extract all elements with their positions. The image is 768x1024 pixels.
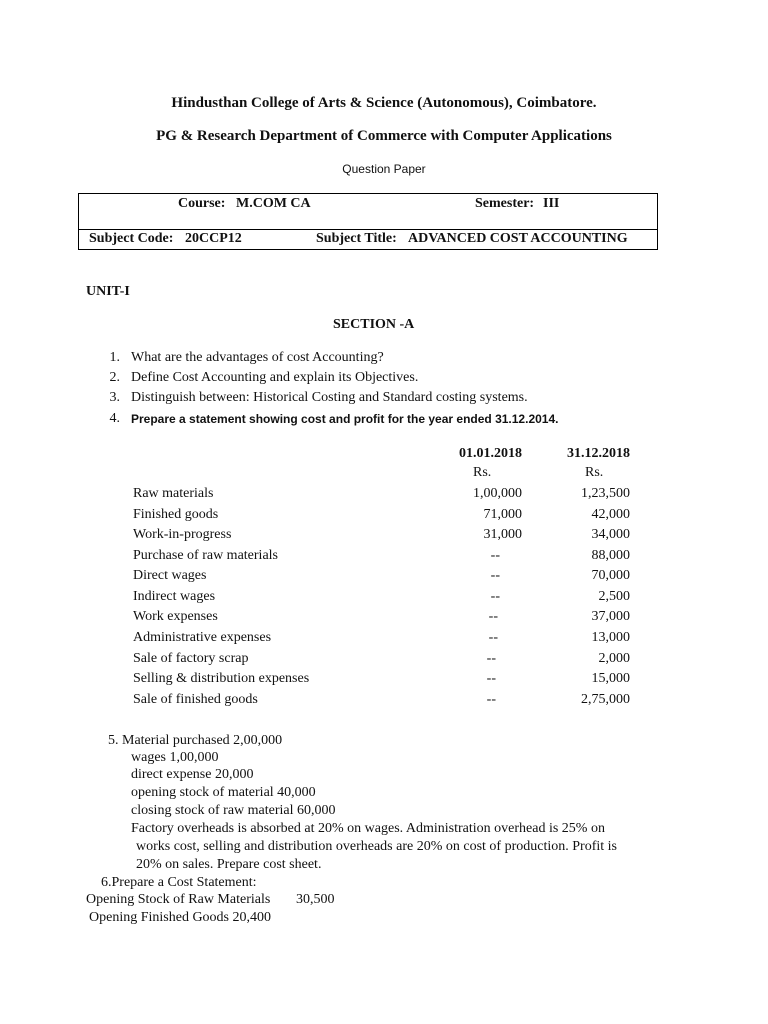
col2-unit: Rs. — [585, 465, 604, 480]
course-value: M.COM CA — [236, 196, 311, 211]
section-heading: SECTION -A — [333, 317, 415, 332]
col2-header: 31.12.2018 — [567, 446, 630, 461]
semester-label: Semester: — [475, 196, 535, 211]
question-number: 1. — [109, 350, 120, 365]
table-row-label: Raw materials — [133, 486, 214, 501]
question-number: 2. — [109, 370, 120, 385]
question-number: 3. — [109, 390, 120, 405]
table-cell: -- — [490, 589, 500, 604]
unit-heading: UNIT-I — [86, 284, 130, 299]
question-text: What are the advantages of cost Accounting? — [131, 350, 384, 365]
table-cell: -- — [486, 651, 496, 666]
q6-line1-value: 30,500 — [296, 892, 335, 907]
table-cell: 31,000 — [483, 527, 522, 542]
table-cell: -- — [488, 630, 498, 645]
table-cell: -- — [486, 671, 496, 686]
subject-code-value: 20CCP12 — [185, 231, 242, 246]
table-row-label: Work expenses — [133, 609, 218, 624]
table-cell: -- — [490, 568, 500, 583]
q6-intro: 6.Prepare a Cost Statement: — [101, 875, 257, 890]
col1-unit: Rs. — [473, 465, 492, 480]
table-cell: 15,000 — [591, 671, 630, 686]
table-cell: -- — [488, 609, 498, 624]
q5-line: opening stock of material 40,000 — [131, 785, 316, 800]
table-cell: 34,000 — [591, 527, 630, 542]
q6-line1-label: Opening Stock of Raw Materials — [86, 892, 271, 907]
subject-title-label: Subject Title: — [316, 231, 397, 246]
table-cell: -- — [486, 692, 496, 707]
table-cell: 42,000 — [591, 507, 630, 522]
table-cell: 88,000 — [591, 548, 630, 563]
q5-line: closing stock of raw material 60,000 — [131, 803, 336, 818]
q5-line: Factory overheads is absorbed at 20% on wages. Administration overhead is 25% on — [131, 821, 605, 836]
q5-line: direct expense 20,000 — [131, 767, 254, 782]
q6-line2: Opening Finished Goods 20,400 — [89, 910, 271, 925]
question-text: Define Cost Accounting and explain its Objectives. — [131, 370, 419, 385]
q5-line: works cost, selling and distribution overheads are 20% on cost of production. Profit is — [136, 839, 617, 854]
question-text: Prepare a statement showing cost and profit for the year ended 31.12.2014. — [131, 412, 559, 426]
question-number: 4. — [109, 411, 120, 426]
table-cell: 1,00,000 — [473, 486, 522, 501]
table-row-label: Sale of finished goods — [133, 692, 258, 707]
table-cell: 13,000 — [591, 630, 630, 645]
q5-line: 20% on sales. Prepare cost sheet. — [136, 857, 322, 872]
table-row-label: Administrative expenses — [133, 630, 272, 645]
table-row-label: Finished goods — [133, 507, 219, 522]
table-cell: -- — [490, 548, 500, 563]
table-row-label: Selling & distribution expenses — [133, 671, 310, 686]
col1-header: 01.01.2018 — [459, 446, 522, 461]
question-text: Distinguish between: Historical Costing and Standard costing systems. — [131, 390, 528, 405]
table-cell: 71,000 — [483, 507, 522, 522]
semester-value: III — [543, 196, 560, 211]
college-title: Hindusthan College of Arts & Science (Autonomous), Coimbatore. — [171, 95, 597, 111]
table-row-label: Indirect wages — [133, 589, 216, 604]
table-cell: 70,000 — [591, 568, 630, 583]
subject-box — [78, 229, 658, 250]
course-label: Course: — [178, 196, 226, 211]
q5-line: wages 1,00,000 — [131, 750, 219, 765]
table-cell: 37,000 — [591, 609, 630, 624]
table-row-label: Purchase of raw materials — [133, 548, 278, 563]
table-cell: 2,000 — [598, 651, 630, 666]
table-cell: 1,23,500 — [581, 486, 630, 501]
q5-intro: 5. Material purchased 2,00,000 — [108, 733, 283, 748]
table-row-label: Work-in-progress — [133, 527, 232, 542]
table-cell: 2,75,000 — [581, 692, 630, 707]
table-row-label: Direct wages — [133, 568, 207, 583]
subject-code-label: Subject Code: — [89, 231, 174, 246]
subject-title-value: ADVANCED COST ACCOUNTING — [408, 231, 628, 246]
table-cell: 2,500 — [598, 589, 630, 604]
paper-type: Question Paper — [342, 162, 426, 176]
department-title: PG & Research Department of Commerce with Computer Applications — [156, 128, 612, 144]
course-box — [78, 193, 658, 230]
table-row-label: Sale of factory scrap — [133, 651, 249, 666]
